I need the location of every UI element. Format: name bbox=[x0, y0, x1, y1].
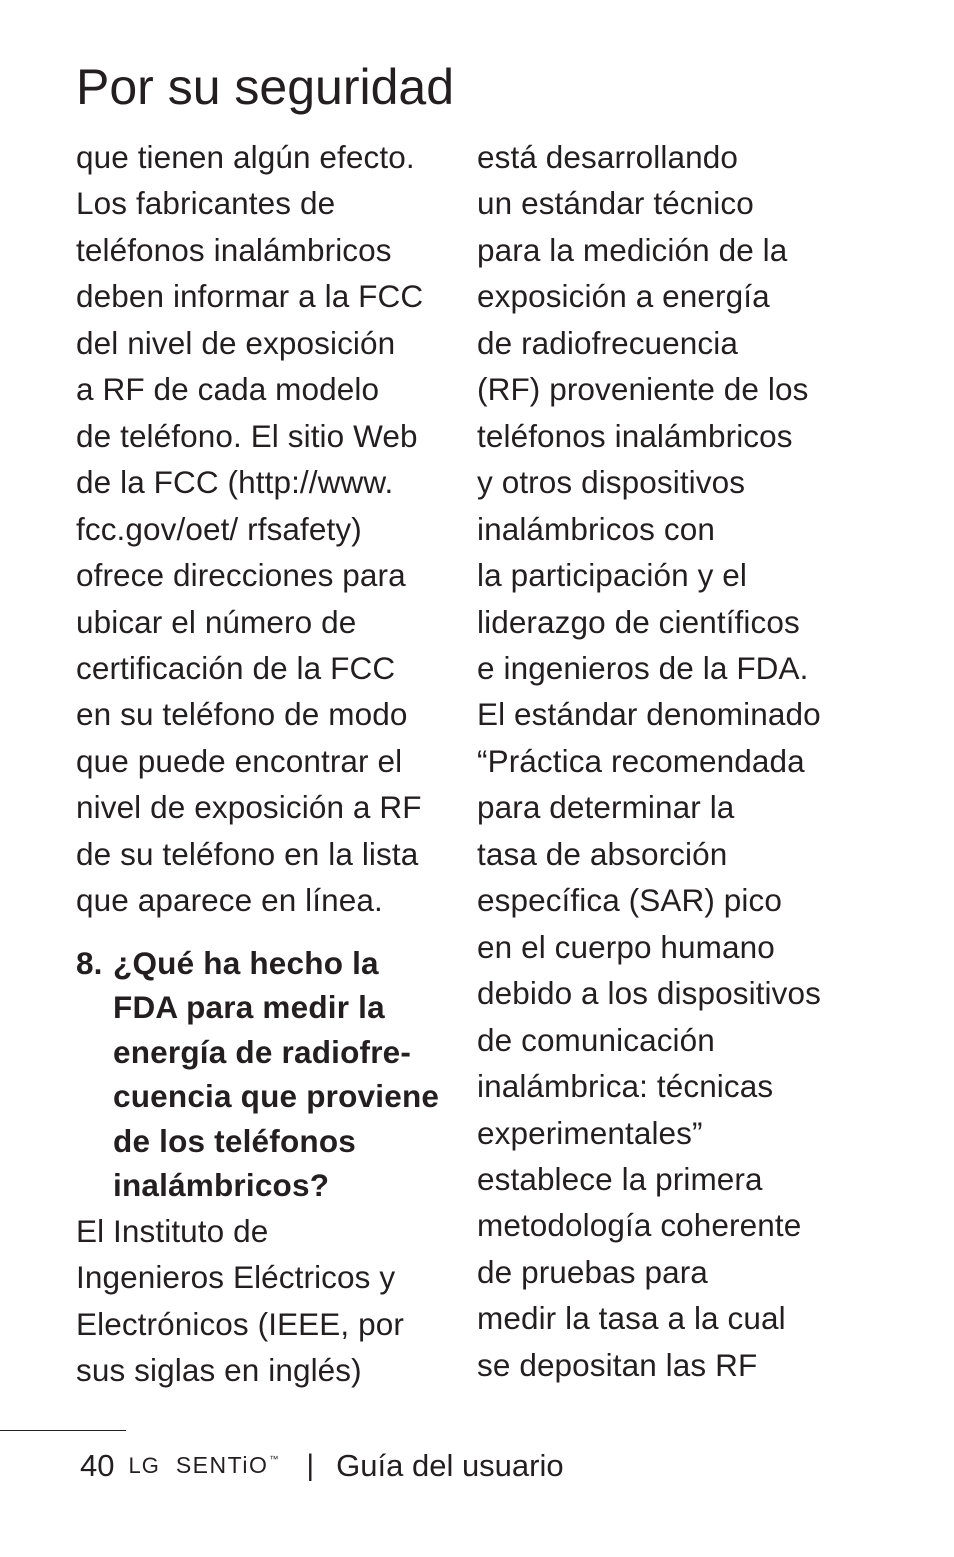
brand-name: LG bbox=[128, 1452, 160, 1478]
body-text-line: teléfonos inalámbricos bbox=[76, 231, 392, 268]
question-text-line: de los teléfonos bbox=[113, 1122, 356, 1159]
body-text-line: de comunicación bbox=[477, 1021, 715, 1058]
body-text-line: de pruebas para bbox=[477, 1253, 708, 1290]
body-text-line: liderazgo de científicos bbox=[477, 603, 800, 640]
body-text-line: que tienen algún efecto. bbox=[76, 139, 415, 175]
body-text-line: ofrece direcciones para bbox=[76, 557, 406, 594]
left-column bbox=[76, 134, 456, 1394]
guide-label: Guía del usuario bbox=[336, 1448, 564, 1483]
footer-rule bbox=[0, 1430, 126, 1431]
body-text-line: está desarrollando bbox=[477, 139, 738, 175]
body-text-line: inalámbrica: técnicas bbox=[477, 1068, 774, 1105]
body-text-line: de su teléfono en la lista bbox=[76, 835, 419, 872]
body-text-line: nivel de exposición a RF bbox=[76, 789, 422, 826]
body-text-line: en el cuerpo humano bbox=[477, 928, 775, 965]
body-text-line: del nivel de exposición bbox=[76, 324, 396, 361]
question-number: 8. bbox=[76, 944, 103, 981]
model-name: SENTiO bbox=[175, 1451, 269, 1478]
body-text-line: establece la primera bbox=[477, 1160, 763, 1197]
brand-logo bbox=[128, 1453, 278, 1480]
body-text-line: en su teléfono de modo bbox=[76, 696, 408, 733]
body-text-line: certificación de la FCC bbox=[76, 649, 396, 686]
body-text-line: un estándar técnico bbox=[477, 185, 754, 222]
body-text-line: Los fabricantes de bbox=[76, 185, 336, 222]
right-column bbox=[477, 134, 897, 1388]
body-text-line: (RF) proveniente de los bbox=[477, 371, 809, 408]
question-text-line: FDA para medir la bbox=[113, 989, 385, 1026]
body-text-line: e ingenieros de la FDA. bbox=[477, 649, 809, 686]
body-text-line: exposición a energía bbox=[477, 278, 770, 315]
body-text-line: a RF de cada modelo bbox=[76, 371, 380, 408]
page-title: Por su seguridad bbox=[76, 59, 455, 115]
body-text-line: inalámbricos con bbox=[477, 510, 715, 547]
body-text-line: que aparece en línea. bbox=[76, 882, 383, 919]
body-text-line: específica (SAR) pico bbox=[477, 882, 782, 919]
body-text-line: experimentales” bbox=[477, 1114, 703, 1151]
body-text-line: de radiofrecuencia bbox=[477, 324, 738, 361]
body-text-line: El estándar denominado bbox=[477, 696, 821, 733]
body-text-line: de teléfono. El sitio Web bbox=[76, 417, 418, 454]
body-text-line: de la FCC (http://www. bbox=[76, 464, 394, 501]
question-text-line: cuencia que proviene bbox=[113, 1078, 440, 1115]
question-text-line: inalámbricos? bbox=[113, 1167, 330, 1204]
body-text-line: ubicar el número de bbox=[76, 603, 357, 640]
answer-text-line: sus siglas en inglés) bbox=[76, 1352, 362, 1389]
answer-text-line: Ingenieros Eléctricos y bbox=[76, 1259, 396, 1296]
body-text-line: teléfonos inalámbricos bbox=[477, 417, 793, 454]
question-text-line: ¿Qué ha hecho la bbox=[113, 944, 379, 981]
body-text-line: para determinar la bbox=[477, 789, 735, 826]
body-text-line: fcc.gov/oet/ rfsafety) bbox=[76, 510, 362, 547]
footer bbox=[80, 1444, 564, 1488]
body-text-line: la participación y el bbox=[477, 557, 747, 594]
body-text-line: para la medición de la bbox=[477, 231, 788, 268]
body-text-line: metodología coherente bbox=[477, 1207, 802, 1244]
body-text-line: deben informar a la FCC bbox=[76, 278, 424, 315]
answer-text-line: Electrónicos (IEEE, por bbox=[76, 1305, 404, 1342]
body-text-line: que puede encontrar el bbox=[76, 742, 403, 779]
body-text-line: debido a los dispositivos bbox=[477, 975, 821, 1012]
trademark-symbol: ™ bbox=[269, 1453, 279, 1464]
body-text-line: tasa de absorción bbox=[477, 835, 728, 872]
answer-text-line: El Instituto de bbox=[76, 1212, 269, 1249]
body-text-line: se depositan las RF bbox=[477, 1346, 758, 1383]
body-text-line: medir la tasa a la cual bbox=[477, 1300, 786, 1337]
body-text-line: “Práctica recomendada bbox=[477, 742, 805, 779]
footer-separator: | bbox=[306, 1449, 315, 1482]
question-heading bbox=[76, 941, 456, 1208]
question-text-line: energía de radiofre- bbox=[113, 1033, 412, 1070]
body-text-line: y otros dispositivos bbox=[477, 464, 746, 501]
page-number: 40 bbox=[80, 1448, 115, 1483]
